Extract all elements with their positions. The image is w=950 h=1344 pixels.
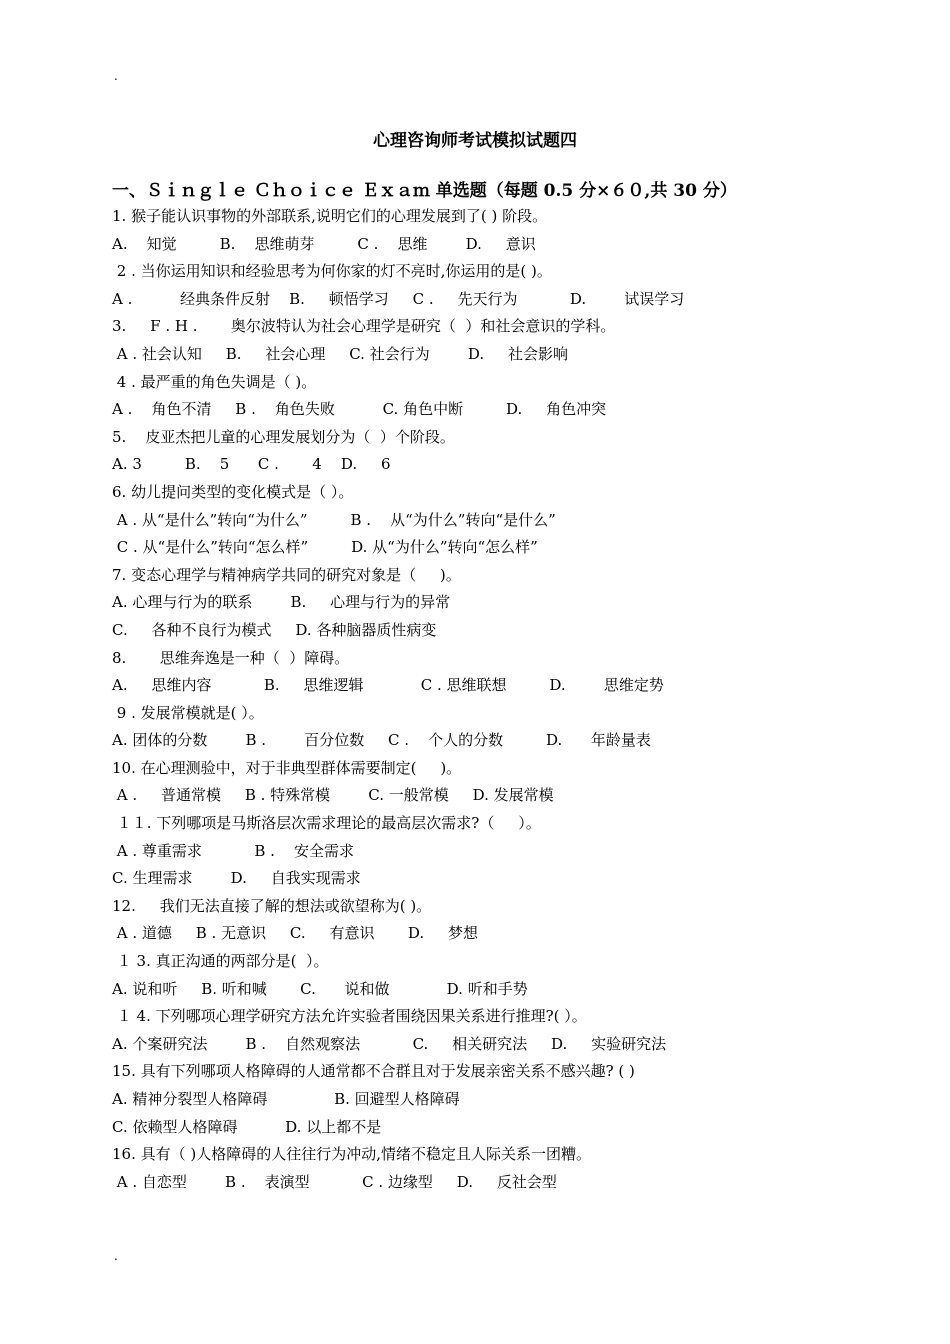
document-title: 心理咨询师考试模拟试题四 [373, 131, 577, 151]
question-line: 6. 幼儿提问类型的变化模式是（ ）。 [112, 482, 354, 501]
option-line: A. 心理与行为的联系 B. 心理与行为的异常 [112, 593, 451, 612]
question-line: 1. 猴子能认识事物的外部联系,说明它们的心理发展到了( ) 阶段。 [112, 207, 548, 225]
question-line: 7. 变态心理学与精神病学共同的研究对象是（ )。 [112, 565, 461, 584]
question-line: １ 3. 真正沟通的两部分是( ）。 [112, 952, 329, 971]
option-line: A . 普通常模 B . 特殊常模 C. 一般常模 D. 发展常模 [112, 786, 554, 805]
question-line: 9 . 发展常模就是( ）。 [112, 703, 264, 722]
option-line: A. 精神分裂型人格障碍 B. 回避型人格障碍 [112, 1090, 460, 1108]
option-line: A. 知觉 B. 思维萌芽 C . 思维 D. 意识 [112, 234, 536, 253]
option-line: C. 依赖型人格障碍 D. 以上都不是 [112, 1117, 382, 1136]
question-line: １１. 下列哪项是马斯洛层次需求理论的最高层次需求?（ ）。 [112, 814, 541, 833]
question-line: 5. 皮亚杰把儿童的心理发展划分为（ ）个阶段。 [112, 427, 455, 446]
question-line: 8. 思维奔逸是一种（ ）障碍。 [112, 648, 350, 667]
question-line: 4 . 最严重的角色失调是（ )。 [112, 372, 317, 391]
option-line: A . 道德 B . 无意识 C. 有意识 D. 梦想 [112, 924, 478, 943]
option-line: C . 从“是什么”转向“怎么样” D. 从“为什么”转向“怎么样” [112, 538, 538, 557]
question-line: １ 4. 下列哪项心理学研究方法允许实验者围绕因果关系进行推理?( ）。 [112, 1007, 587, 1026]
option-line: A . 社会认知 B. 社会心理 C. 社会行为 D. 社会影响 [112, 344, 568, 363]
option-line: A . 尊重需求 B . 安全需求 [112, 841, 354, 860]
question-list [112, 203, 832, 1196]
question-line: 12. 我们无法直接了解的想法或欲望称为( )。 [112, 896, 432, 915]
option-line: A . 自恋型 B . 表演型 C . 边缘型 D. 反社会型 [112, 1172, 557, 1191]
footer-mark: . [114, 1249, 118, 1263]
question-line: 10. 在心理测验中，对于非典型群体需要制定( )。 [112, 758, 462, 777]
option-line: A. 思维内容 B. 思维逻辑 C . 思维联想 D. 思维定势 [112, 676, 664, 695]
option-line: A. 个案研究法 B . 自然观察法 C. 相关研究法 D. 实验研究法 [112, 1034, 667, 1053]
option-line: A . 从“是什么”转向“为什么” B . 从“为什么”转向“是什么” [112, 510, 556, 529]
header-mark: . [114, 69, 118, 83]
question-line: 3. F . H . 奥尔波特认为社会心理学是研究（ ）和社会意识的学科。 [112, 317, 616, 336]
option-line: C. 生理需求 D. 自我实现需求 [112, 869, 361, 888]
question-line: 15. 具有下列哪项人格障碍的人通常都不合群且对于发展亲密关系不感兴趣? ( ) [112, 1062, 635, 1081]
section-heading: 一、Ｓｉｎｇｌｅ Ｃｈｏｉｃｅ Ｅｘａｍ 单选题（每题 0.5 分×６０,共 30 分） [112, 181, 737, 201]
option-line: A . 经典条件反射 B. 顿悟学习 C . 先天行为 D. 试误学习 [112, 289, 685, 308]
option-line: A . 角色不清 B . 角色失败 C. 角色中断 D. 角色冲突 [112, 400, 607, 419]
question-line: 16. 具有（ )人格障碍的人往往行为冲动,情绪不稳定且人际关系一团糟。 [112, 1145, 592, 1164]
question-line: 2 . 当你运用知识和经验思考为何你家的灯不亮时,你运用的是( )。 [112, 262, 552, 281]
option-line: A. 3 B. 5 C . 4 D. 6 [112, 455, 391, 474]
option-line: C. 各种不良行为模式 D. 各种脑器质性病变 [112, 620, 437, 639]
option-line: A. 说和听 B. 听和喊 C. 说和做 D. 听和手势 [112, 979, 528, 998]
option-line: A. 团体的分数 B . 百分位数 C . 个人的分数 D. 年龄量表 [112, 731, 651, 750]
